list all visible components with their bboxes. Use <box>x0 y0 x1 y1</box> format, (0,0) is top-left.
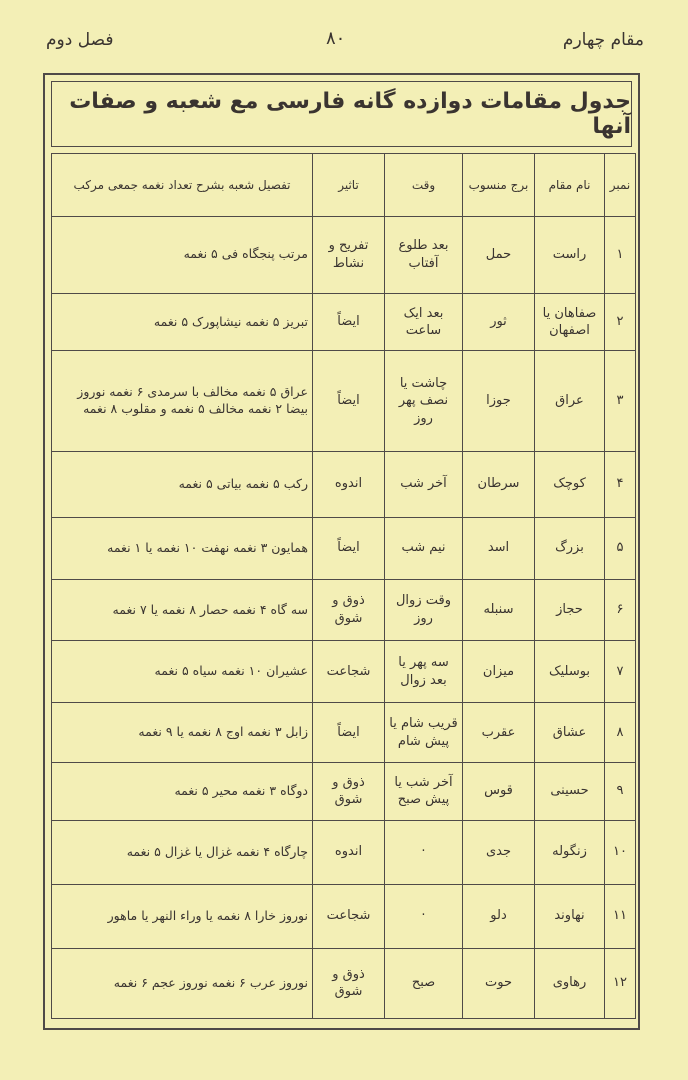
details-cell: دوگاه ۳ نغمه محیر ۵ نغمه <box>52 762 313 820</box>
table-frame <box>43 73 640 1030</box>
time-cell: وقت زوال روز <box>385 579 463 641</box>
burj-cell: اسد <box>463 517 535 579</box>
time-cell: سه پهر یا بعد زوال <box>385 641 463 703</box>
table-row <box>52 884 636 948</box>
time-cell: · <box>385 884 463 948</box>
maqam-name-cell: کوچک <box>535 451 605 517</box>
row-number-cell: ۳ <box>605 351 636 451</box>
effect-cell: ذوق و شوق <box>313 579 385 641</box>
maqam-name-cell: نهاوند <box>535 884 605 948</box>
maqam-name-cell: حجاز <box>535 579 605 641</box>
table-row <box>52 641 636 703</box>
row-number-cell: ۷ <box>605 641 636 703</box>
row-number-cell: ۱ <box>605 217 636 294</box>
table-row <box>52 351 636 451</box>
row-number-cell: ۴ <box>605 451 636 517</box>
row-number-cell: ۱۰ <box>605 820 636 884</box>
table-row <box>52 579 636 641</box>
burj-cell: جوزا <box>463 351 535 451</box>
effect-cell: ایضاً <box>313 293 385 351</box>
maqam-name-cell: زنگوله <box>535 820 605 884</box>
effect-cell: ایضاً <box>313 703 385 763</box>
details-cell: سه گاه ۴ نغمه حصار ۸ نغمه یا ۷ نغمه <box>52 579 313 641</box>
details-cell: زابل ۳ نغمه اوج ۸ نغمه یا ۹ نغمه <box>52 703 313 763</box>
maqam-name-cell: بوسلیک <box>535 641 605 703</box>
effect-cell: شجاعت <box>313 641 385 703</box>
time-cell: چاشت یا نصف پهر روز <box>385 351 463 451</box>
details-cell: عراق ۵ نغمه مخالف با سرمدی ۶ نغمه نوروز بیضا ۲ نغمه مخالف ۵ نغمه و مقلوب ۸ نغمه <box>52 351 313 451</box>
details-cell: همایون ۳ نغمه نهفت ۱۰ نغمه یا ۱ نغمه <box>52 517 313 579</box>
effect-cell: اندوه <box>313 820 385 884</box>
maqam-name-cell: عشاق <box>535 703 605 763</box>
time-cell: صبح <box>385 948 463 1018</box>
row-number-cell: ۶ <box>605 579 636 641</box>
time-cell: نیم شب <box>385 517 463 579</box>
table-title: جدول مقامات دوازده گانه فارسی مع شعبه و صفات آنها <box>51 81 632 147</box>
table-row <box>52 293 636 351</box>
burj-cell: جدی <box>463 820 535 884</box>
effect-cell: اندوه <box>313 451 385 517</box>
time-cell: آخر شب یا پیش صبح <box>385 762 463 820</box>
details-cell: رکب ۵ نغمه بیاتی ۵ نغمه <box>52 451 313 517</box>
maqam-name-cell: رهاوی <box>535 948 605 1018</box>
column-header: نام مقام <box>535 154 605 217</box>
time-cell: بعد طلوع آفتاب <box>385 217 463 294</box>
details-cell: مرتب پنجگاه فی ۵ نغمه <box>52 217 313 294</box>
maqam-name-cell: عراق <box>535 351 605 451</box>
table-row <box>52 703 636 763</box>
details-cell: عشیران ۱۰ نغمه سیاه ۵ نغمه <box>52 641 313 703</box>
table-row <box>52 517 636 579</box>
details-cell: نوروز خارا ۸ نغمه یا وراء النهر یا ماهور <box>52 884 313 948</box>
column-header: برج منسوب <box>463 154 535 217</box>
time-cell: بعد ایک ساعت <box>385 293 463 351</box>
effect-cell: تفریح و نشاط <box>313 217 385 294</box>
table-header-row <box>52 154 636 217</box>
burj-cell: دلو <box>463 884 535 948</box>
table-row <box>52 217 636 294</box>
details-cell: تبریز ۵ نغمه نیشاپورک ۵ نغمه <box>52 293 313 351</box>
table-body <box>52 217 636 1019</box>
burj-cell: حمل <box>463 217 535 294</box>
burj-cell: سرطان <box>463 451 535 517</box>
maqamat-table <box>51 153 636 1019</box>
effect-cell: ایضاً <box>313 351 385 451</box>
burj-cell: عقرب <box>463 703 535 763</box>
chapter-label: فصل دوم <box>46 30 114 50</box>
column-header: وقت <box>385 154 463 217</box>
section-label: مقام چهارم <box>562 30 644 50</box>
table-row <box>52 762 636 820</box>
maqam-name-cell: صفاهان یا اصفهان <box>535 293 605 351</box>
row-number-cell: ۱۱ <box>605 884 636 948</box>
details-cell: چارگاه ۴ نغمه غزال یا غزال ۵ نغمه <box>52 820 313 884</box>
column-header: تاثیر <box>313 154 385 217</box>
burj-cell: میزان <box>463 641 535 703</box>
time-cell: · <box>385 820 463 884</box>
row-number-cell: ۵ <box>605 517 636 579</box>
row-number-cell: ۱۲ <box>605 948 636 1018</box>
details-cell: نوروز عرب ۶ نغمه نوروز عجم ۶ نغمه <box>52 948 313 1018</box>
effect-cell: ایضاً <box>313 517 385 579</box>
time-cell: آخر شب <box>385 451 463 517</box>
burj-cell: حوت <box>463 948 535 1018</box>
burj-cell: قوس <box>463 762 535 820</box>
effect-cell: شجاعت <box>313 884 385 948</box>
maqam-name-cell: بزرگ <box>535 517 605 579</box>
time-cell: قریب شام یا پیش شام <box>385 703 463 763</box>
maqam-name-cell: راست <box>535 217 605 294</box>
table-row <box>52 451 636 517</box>
burj-cell: سنبله <box>463 579 535 641</box>
row-number-cell: ۲ <box>605 293 636 351</box>
row-number-cell: ۸ <box>605 703 636 763</box>
row-number-cell: ۹ <box>605 762 636 820</box>
table-row <box>52 820 636 884</box>
effect-cell: ذوق و شوق <box>313 948 385 1018</box>
table-row <box>52 948 636 1018</box>
column-header: تفصیل شعبه بشرح تعداد نغمه جمعی مرکب <box>52 154 313 217</box>
column-header: نمبر <box>605 154 636 217</box>
page-number: ۸۰ <box>326 28 346 49</box>
burj-cell: ثور <box>463 293 535 351</box>
maqam-name-cell: حسینی <box>535 762 605 820</box>
effect-cell: ذوق و شوق <box>313 762 385 820</box>
